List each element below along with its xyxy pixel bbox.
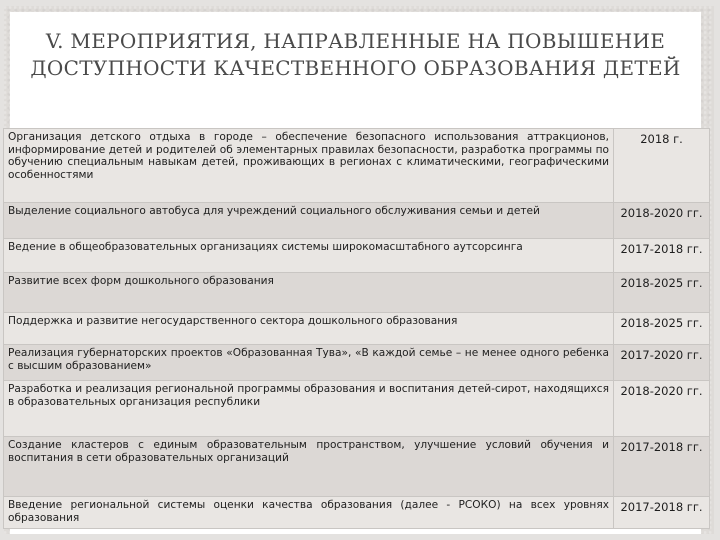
slide-title: V. МЕРОПРИЯТИЯ, НАПРАВЛЕННЫЕ НА ПОВЫШЕНИЕ ДОСТУПНОСТИ КАЧЕСТВЕННОГО ОБРАЗОВАНИЯ ДЕТЕЙ [30,29,681,80]
period-cell: 2017-2020 гг. [614,345,710,381]
activity-cell: Разработка и реализация региональной программы образования и воспитания детей-сирот, находящихся в образовательных организация республики [4,381,614,437]
table-row [4,497,710,529]
period-cell: 2018 г. [614,129,710,203]
table-row [4,313,710,345]
activity-cell: Выделение социального автобуса для учреждений социального обслуживания семьи и детей [4,203,614,239]
period-cell: 2017-2018 гг. [614,437,710,497]
measures-table [3,128,710,529]
table-row [4,381,710,437]
table-row [4,437,710,497]
activity-cell: Создание кластеров с единым образовательным пространством, улучшение условий обучения и воспитания в сети образовательных организаций [4,437,614,497]
measures-table-wrapper [3,128,709,529]
table-row [4,129,710,203]
period-cell: 2018-2020 гг. [614,203,710,239]
activity-cell: Ведение в общеобразовательных организациях системы широкомасштабного аутсорсинга [4,239,614,273]
activity-cell: Организация детского отдыха в городе – обеспечение безопасного использования аттракционов, информирование детей и родителей об элементарных правилах безопасности, разработка программы по обучению специальным навыкам детей, проживающих в регионах с климатическими, географическими особенностями [4,129,614,203]
table-row [4,345,710,381]
period-cell: 2018-2025 гг. [614,313,710,345]
period-cell: 2017-2018 гг. [614,497,710,529]
period-cell: 2018-2020 гг. [614,381,710,437]
table-row [4,239,710,273]
activity-cell: Введение региональной системы оценки качества образования (далее - РСОКО) на всех уровнях образования [4,497,614,529]
activity-cell: Поддержка и развитие негосударственного сектора дошкольного образования [4,313,614,345]
period-cell: 2017-2018 гг. [614,239,710,273]
period-cell: 2018-2025 гг. [614,273,710,313]
table-row [4,273,710,313]
activity-cell: Реализация губернаторских проектов «Образованная Тува», «В каждой семье – не менее одного ребенка с высшим образованием» [4,345,614,381]
activity-cell: Развитие всех форм дошкольного образования [4,273,614,313]
table-row [4,203,710,239]
